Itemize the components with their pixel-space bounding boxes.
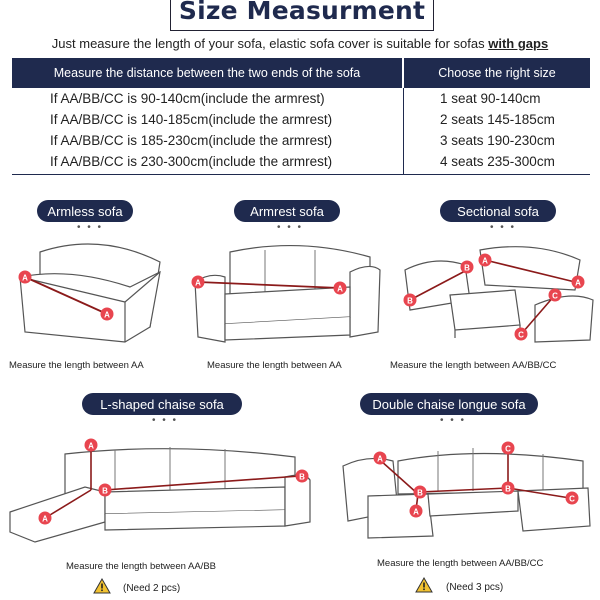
armless-sofa-illustration [10, 232, 170, 350]
armrest-sofa-illustration [190, 232, 385, 350]
caption-l-shaped: Measure the length between AA/BB [66, 561, 216, 572]
pill-sectional-sofa: Sectional sofa [440, 200, 556, 222]
table-row [12, 130, 590, 151]
need-note-l-shaped: (Need 2 pcs) [123, 583, 181, 594]
table-row [12, 88, 590, 109]
subtitle-text: Just measure the length of your sofa, elastic sofa cover is suitable for sofas [51, 36, 489, 51]
marker-a-label: A [575, 278, 581, 288]
warning-icon [93, 578, 111, 594]
dots: • • • [152, 415, 179, 426]
subtitle [0, 36, 600, 51]
table-row [12, 151, 590, 172]
marker-a-label: A [104, 310, 110, 320]
marker-c-label: C [505, 444, 511, 454]
marker-a-label: A [413, 507, 419, 517]
marker-a-label: A [42, 514, 48, 524]
table-row [12, 109, 590, 130]
row-size: 1 seat 90-140cm [440, 91, 541, 106]
table-bottom-line [12, 174, 590, 175]
marker-b-label: B [505, 484, 511, 494]
table-divider [403, 88, 404, 174]
caption-armrest: Measure the length between AA [207, 360, 342, 371]
l-shaped-sofa-illustration [5, 432, 315, 547]
row-condition: If AA/BB/CC is 230-300cm(include the armrest) [50, 154, 333, 169]
warning-icon [415, 577, 433, 593]
marker-b-label: B [464, 263, 470, 273]
sectional-sofa-illustration [395, 230, 595, 355]
marker-c-label: C [518, 330, 524, 340]
size-table [12, 58, 590, 172]
marker-a-label: A [337, 284, 343, 294]
pill-double-chaise-sofa: Double chaise longue sofa [360, 393, 538, 415]
row-condition: If AA/BB/CC is 185-230cm(include the armrest) [50, 133, 333, 148]
marker-a-label: A [377, 454, 383, 464]
marker-a-label: A [195, 278, 201, 288]
dots: • • • [490, 222, 517, 233]
pill-armless-sofa: Armless sofa [37, 200, 133, 222]
marker-a-label: A [88, 441, 94, 451]
marker-c-label: C [552, 291, 558, 301]
header-size: Choose the right size [404, 58, 590, 88]
row-condition: If AA/BB/CC is 140-185cm(include the armrest) [50, 112, 333, 127]
caption-armless: Measure the length between AA [9, 360, 144, 371]
pill-l-shaped-chaise-sofa: L-shaped chaise sofa [82, 393, 242, 415]
table-header [12, 58, 590, 88]
dots: • • • [277, 222, 304, 233]
marker-b-label: B [299, 472, 305, 482]
dots: • • • [440, 415, 467, 426]
need-note-double-chaise: (Need 3 pcs) [446, 582, 504, 593]
title-box [170, 0, 434, 31]
marker-c-label: C [569, 494, 575, 504]
header-measure: Measure the distance between the two ends of the sofa [12, 58, 402, 88]
row-size: 3 seats 190-230cm [440, 133, 555, 148]
marker-a-label: A [482, 256, 488, 266]
row-size: 2 seats 145-185cm [440, 112, 555, 127]
marker-b-label: B [417, 488, 423, 498]
marker-b-label: B [102, 486, 108, 496]
caption-sectional: Measure the length between AA/BB/CC [390, 360, 557, 371]
marker-b-label: B [407, 296, 413, 306]
row-size: 4 seats 235-300cm [440, 154, 555, 169]
row-condition: If AA/BB/CC is 90-140cm(include the armrest) [50, 91, 325, 106]
pill-armrest-sofa: Armrest sofa [234, 200, 340, 222]
caption-double-chaise: Measure the length between AA/BB/CC [377, 558, 544, 569]
dots: • • • [77, 222, 104, 233]
page-title: Size Measurment [178, 0, 426, 25]
marker-a-label: A [22, 273, 28, 283]
subtitle-emphasis: with gaps [488, 36, 549, 51]
double-chaise-sofa-illustration [338, 436, 596, 548]
